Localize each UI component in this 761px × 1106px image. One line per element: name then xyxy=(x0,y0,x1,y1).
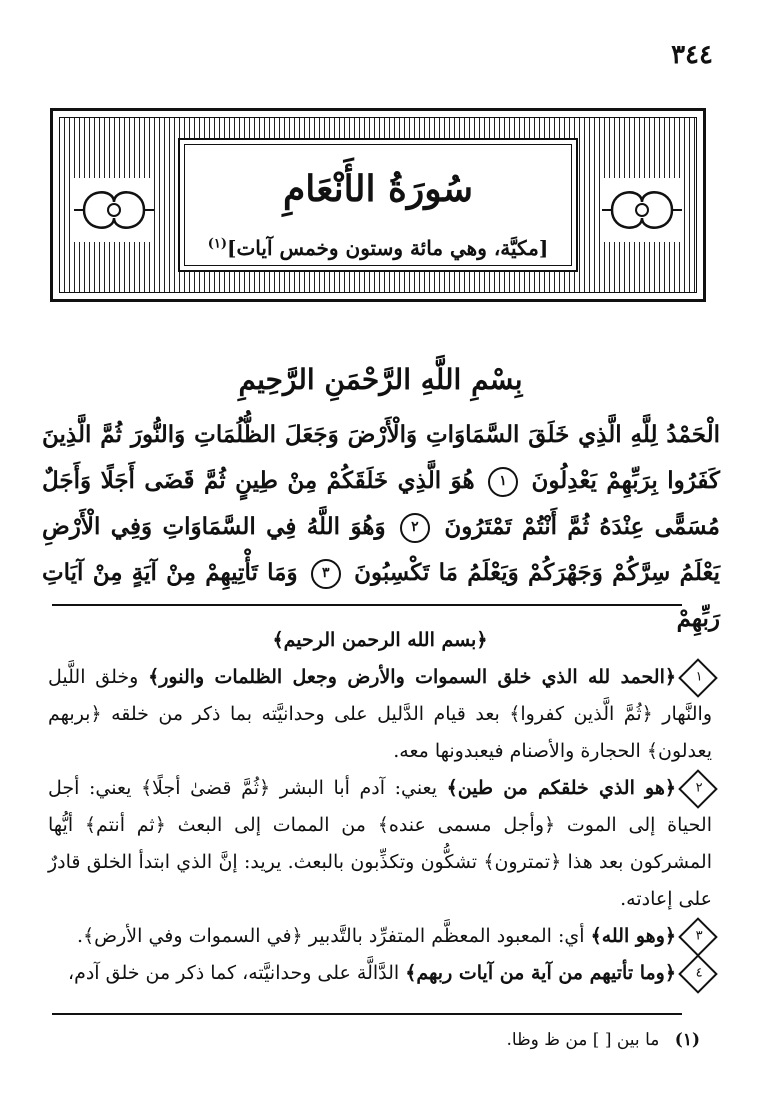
quoted-verse: ﴿الحمد لله الذي خلق السموات والأرض وجعل الظلمات والنور﴾ xyxy=(148,666,676,688)
quoted-verse: ﴿وهو الله﴾ xyxy=(590,925,676,947)
commentary: أي: المعبود المعظَّم المتفرِّد بالتَّدبير ﴿في السموات وفي الأرض﴾. xyxy=(76,925,591,947)
surah-header-frame xyxy=(50,108,706,302)
quran-verses xyxy=(42,412,720,642)
commentary: يعني: آدم أبا البشر ﴿ثُمَّ قضىٰ أجلًا﴾ يعني: أجل الحياة إلى الموت ﴿وأجل مسمى عنده﴾ من الممات إلى البعث ﴿ثم أنتم﴾ أيُّها المشركون بعد هذا ﴿تمترون﴾ تشكُّون وتكذِّبون بالبعث. يريد: إنَّ الذي ابتدأ الخلق قادرٌ على إعادته. xyxy=(48,777,712,910)
commentary: وخلق اللَّيل والنَّهار ﴿ثُمَّ الَّذين كفروا﴾ بعد قيام الدَّليل على وحدانيَّته بما ذكر من خلقه ﴿بربهم يعدلون﴾ الحجارة والأصنام فيعبدونها معه. xyxy=(48,666,712,762)
verse-text: هُوَ الَّذِي خَلَقَكُمْ مِنْ طِينٍ ثُمَّ قَضَى أَجَلًا وَأَجَلٌ مُسَمًّى عِنْدَهُ ثُمَّ أَنْتُمْ تَمْتَرُونَ xyxy=(42,467,720,540)
ayah-number-icon: ١ xyxy=(488,467,518,497)
verse-badge-icon: ٤ xyxy=(678,954,718,994)
arabesque-ornament-icon xyxy=(602,178,682,242)
hatched-border xyxy=(59,117,697,293)
footnote-number: (١) xyxy=(674,1030,700,1050)
verse-text: وَمَا تَأْتِيهِمْ مِنْ آيَةٍ مِنْ آيَاتِ رَبِّهِمْ xyxy=(42,559,720,632)
ayah-number-icon: ٢ xyxy=(400,513,430,543)
basmala: بِسْمِ اللَّهِ الرَّحْمَنِ الرَّحِيمِ xyxy=(238,363,523,396)
ayah-number-icon: ٣ xyxy=(311,559,341,589)
surah-title: سُورَةُ الأَنْعَامِ xyxy=(282,168,474,210)
footnote-divider xyxy=(52,1013,682,1015)
verse-text: الْحَمْدُ لِلَّهِ الَّذِي خَلَقَ السَّمَاوَاتِ وَالْأَرْضَ وَجَعَلَ الظُّلُمَاتِ وَالنُّورَ ثُمَّ الَّذِينَ كَفَرُوا بِرَبِّهِمْ يَعْدِلُونَ xyxy=(42,421,720,494)
page-number: ٣٤٤ xyxy=(671,40,713,70)
footnote-ref: (١) xyxy=(207,236,227,252)
divider xyxy=(52,604,682,606)
tafsir-section xyxy=(48,622,712,992)
quoted-verse: ﴿وما تأتيهم من آية من آيات ربهم﴾ xyxy=(405,962,676,984)
verse-text: وَهُوَ اللَّهُ فِي السَّمَاوَاتِ وَفِي الْأَرْضِ يَعْلَمُ سِرَّكُمْ وَجَهْرَكُمْ وَيَعْلَمُ مَا تَكْسِبُونَ xyxy=(42,513,720,586)
verse-badge-icon: ١ xyxy=(678,658,718,698)
arabesque-ornament-icon xyxy=(74,178,154,242)
verse-badge-icon: ٣ xyxy=(678,917,718,957)
tafsir-item xyxy=(48,659,712,770)
subtitle-text: [مكيَّة، وهي مائة وستون وخمس آيات] xyxy=(227,236,549,260)
tafsir-item xyxy=(48,918,712,955)
verse-badge-icon: ٢ xyxy=(678,769,718,809)
title-panel xyxy=(178,138,578,272)
footnote xyxy=(48,1030,700,1050)
surah-subtitle xyxy=(180,236,576,260)
tafsir-item xyxy=(48,955,712,992)
commentary: الدَّالَّة على وحدانيَّته، كما ذكر من خلق آدم، xyxy=(67,962,406,984)
quoted-verse: ﴿هو الذي خلقكم من طين﴾ xyxy=(446,777,676,799)
tafsir-item xyxy=(48,770,712,918)
tafsir-basmala: ﴿بسم الله الرحمن الرحيم﴾ xyxy=(272,629,488,651)
footnote-text: ما بين [ ] من ظ وظا. xyxy=(506,1030,660,1050)
